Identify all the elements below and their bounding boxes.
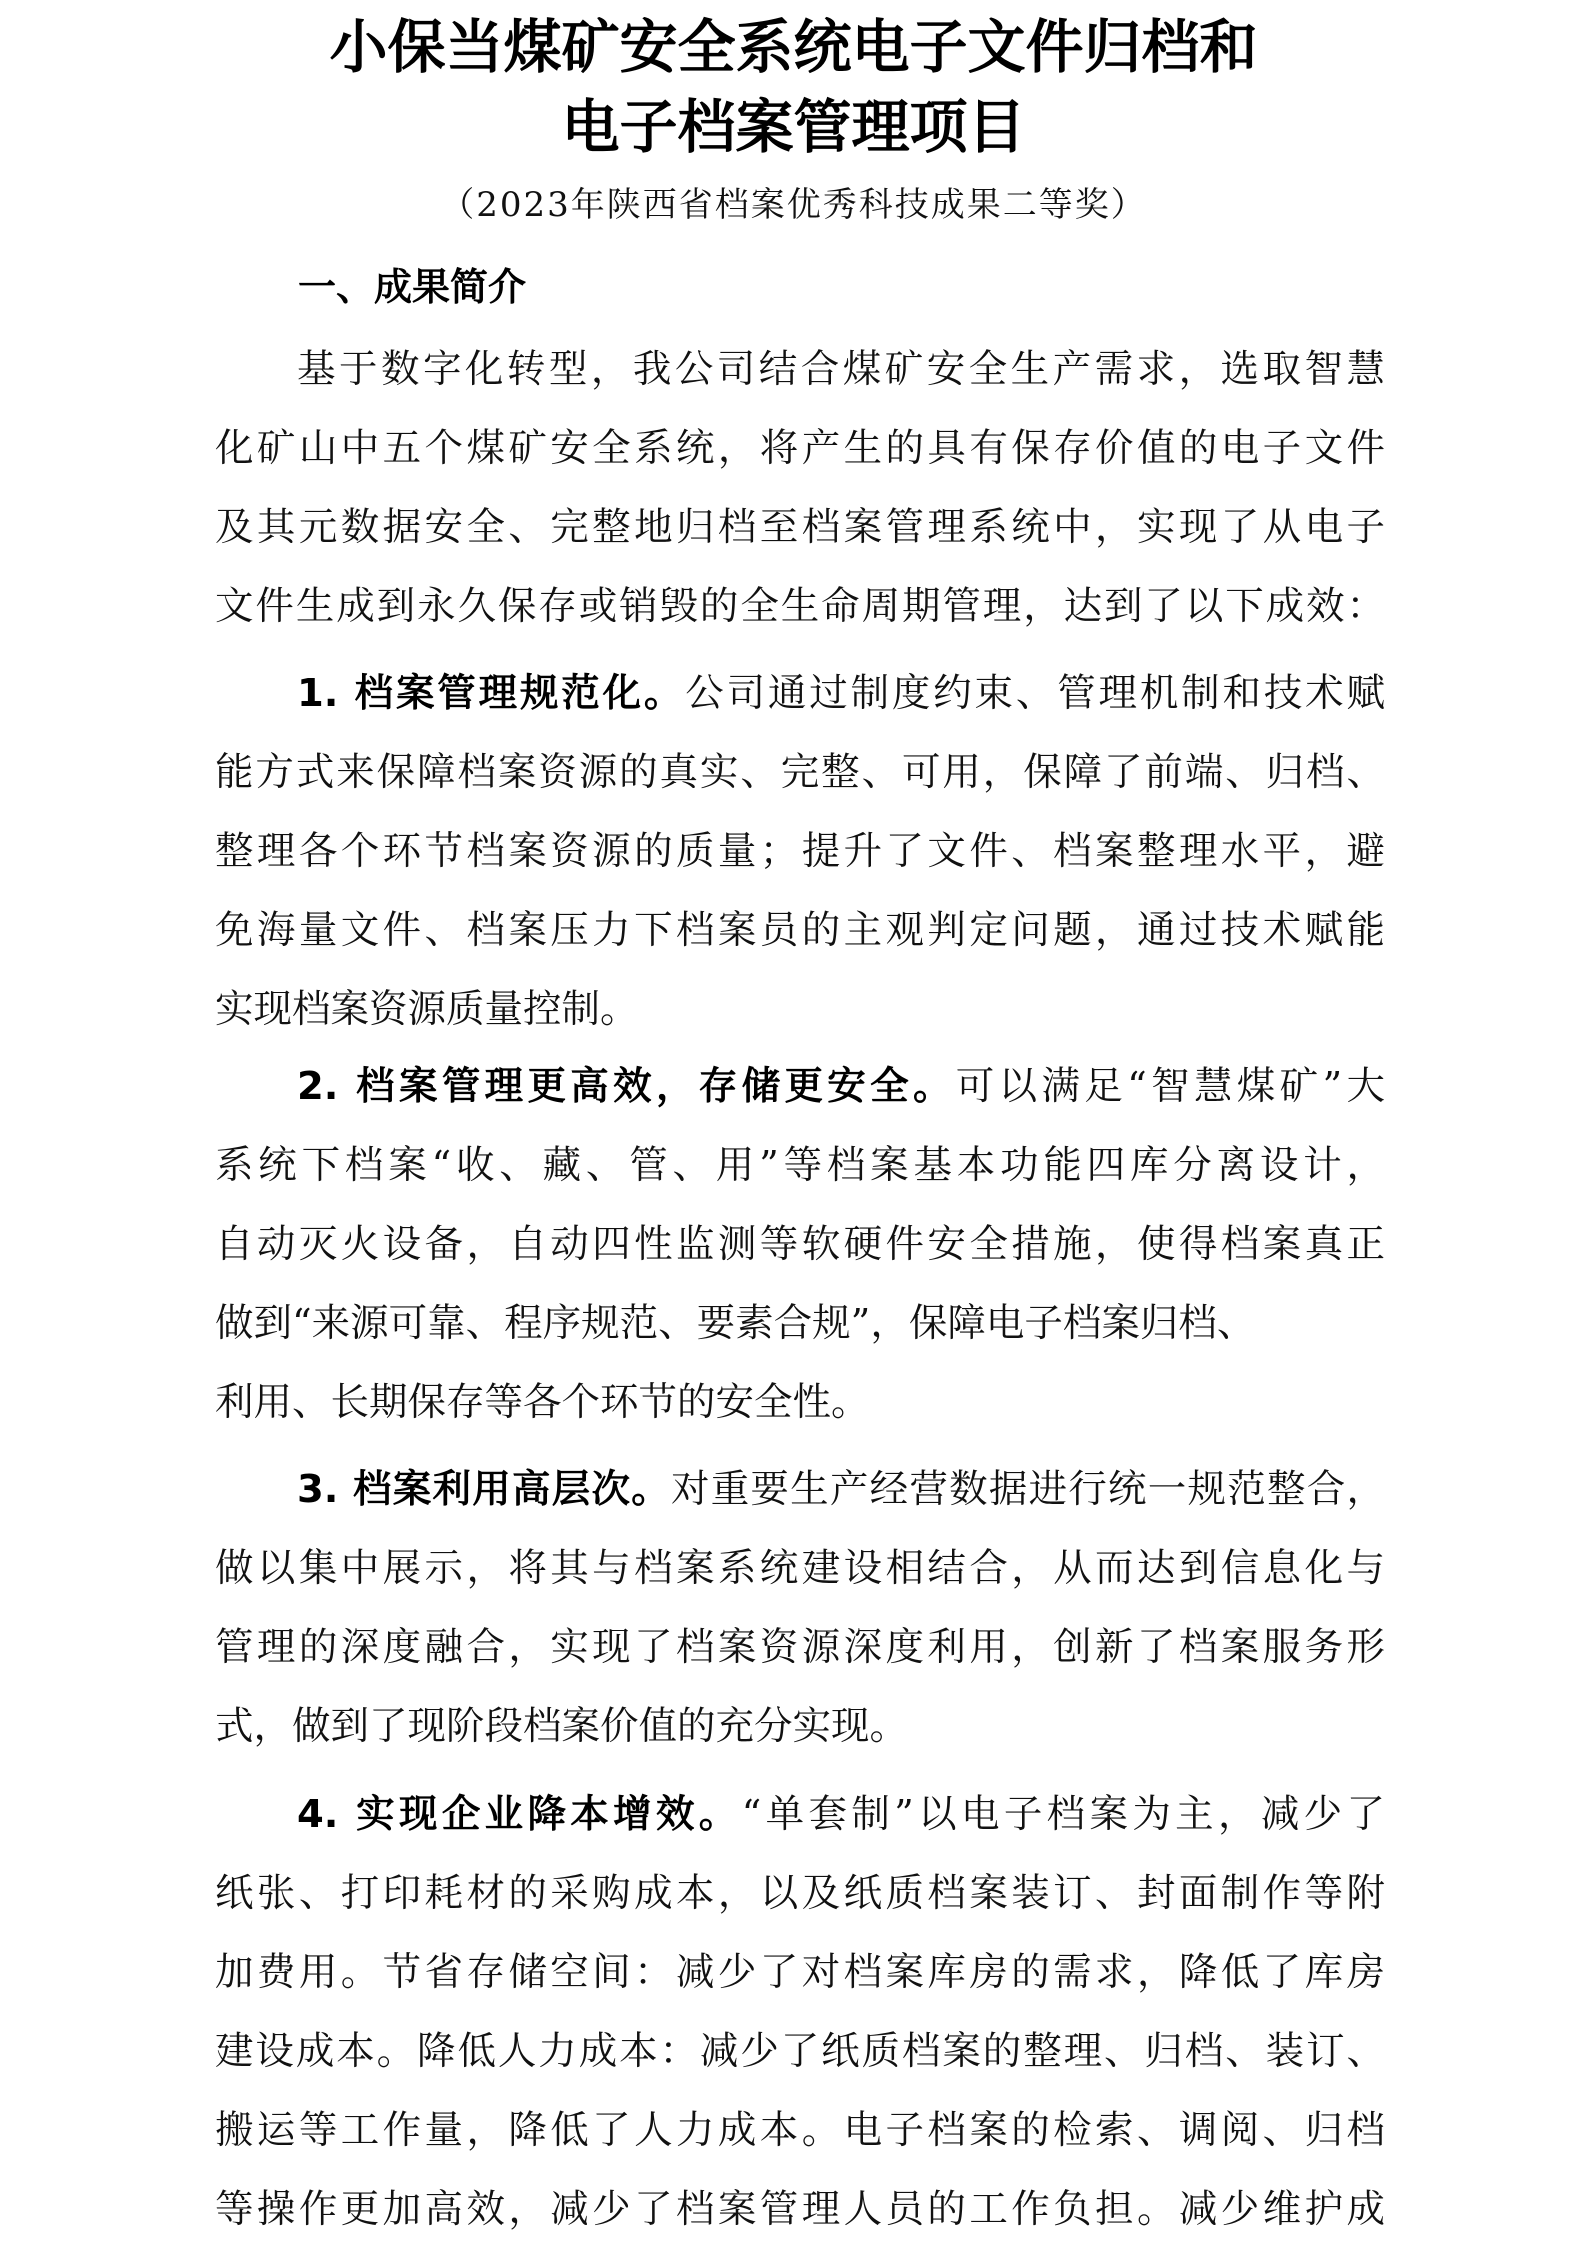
- paragraph-line: 加费用。节省存储空间：减少了对档案库房的需求，降低了库房: [215, 1950, 1385, 1995]
- paragraph-line: 免海量文件、档案压力下档案员的主观判定问题，通过技术赋能: [215, 908, 1385, 953]
- document-title-line-1: 小保当煤矿安全系统电子文件归档和: [329, 13, 1258, 81]
- item-first-line-text: “单套制”以电子档案为主，减少了: [741, 1792, 1385, 1837]
- item-first-line-text: 公司通过制度约束、管理机制和技术赋: [685, 671, 1385, 716]
- item-lead-text: 1. 档案管理规范化。: [297, 671, 686, 716]
- achievement-item-2: [215, 1047, 1385, 1442]
- paragraph-line: 能方式来保障档案资源的真实、完整、可用，保障了前端、归档、: [215, 750, 1385, 795]
- paragraph-line: 系统下档案“收、藏、管、用”等档案基本功能四库分离设计，: [215, 1143, 1385, 1188]
- paragraph-line: 管理的深度融合，实现了档案资源深度利用，创新了档案服务形: [215, 1625, 1385, 1670]
- item-lead-text: 2. 档案管理更高效，存储更安全。: [297, 1064, 956, 1109]
- paragraph-line: 自动灭火设备，自动四性监测等软硬件安全措施，使得档案真正: [215, 1222, 1385, 1267]
- intro-paragraph: [215, 330, 1385, 646]
- item-first-line-text: 可以满足“智慧煤矿”大: [955, 1064, 1385, 1109]
- paragraph-first-line: [215, 1775, 1385, 1854]
- paragraph-line: 整理各个环节档案资源的质量；提升了文件、档案整理水平，避: [215, 829, 1385, 874]
- paragraph-line: 实现档案资源质量控制。: [215, 987, 639, 1032]
- paragraph-line: 利用、长期保存等各个环节的安全性。: [215, 1380, 870, 1425]
- achievement-item-4: [215, 1775, 1385, 2249]
- paragraph-line: 及其元数据安全、完整地归档至档案管理系统中，实现了从电子: [215, 505, 1385, 550]
- paragraph-line: 纸张、打印耗材的采购成本，以及纸质档案装订、封面制作等附: [215, 1871, 1385, 1916]
- item-lead-text: 4. 实现企业降本增效。: [297, 1792, 742, 1837]
- paragraph-line: 等操作更加高效，减少了档案管理人员的工作负担。减少维护成: [215, 2187, 1385, 2232]
- paragraph-line: 做到“来源可靠、程序规范、要素合规”，保障电子档案归档、: [215, 1301, 1256, 1346]
- paragraph-line: 基于数字化转型，我公司结合煤矿安全生产需求，选取智慧: [297, 347, 1385, 392]
- document-title-line-2: 电子档案管理项目: [561, 93, 1026, 161]
- paragraph-first-line: [215, 1047, 1385, 1126]
- paragraph-first-line: [215, 1450, 1385, 1529]
- paragraph-line: 化矿山中五个煤矿安全系统，将产生的具有保存价值的电子文件: [215, 426, 1385, 471]
- paragraph-line: 做以集中展示，将其与档案系统建设相结合，从而达到信息化与: [215, 1546, 1385, 1591]
- paragraph-first-line: [215, 654, 1385, 733]
- achievement-item-3: [215, 1450, 1385, 1766]
- section-heading: 一、成果简介: [298, 265, 527, 309]
- paragraph-line: 建设成本。降低人力成本：减少了纸质档案的整理、归档、装订、: [215, 2029, 1385, 2074]
- item-first-line-text: 对重要生产经营数据进行统一规范整合，: [670, 1467, 1385, 1512]
- paragraph-line: 式，做到了现阶段档案价值的充分实现。: [215, 1704, 909, 1749]
- item-lead-text: 3. 档案利用高层次。: [297, 1467, 671, 1512]
- paragraph-line: 文件生成到永久保存或销毁的全生命周期管理，达到了以下成效：: [215, 584, 1385, 629]
- paragraph-line: 搬运等工作量，降低了人力成本。电子档案的检索、调阅、归档: [215, 2108, 1385, 2153]
- achievement-item-1: [215, 654, 1385, 1049]
- award-subtitle: （2023年陕西省档案优秀科技成果二等奖）: [440, 185, 1147, 225]
